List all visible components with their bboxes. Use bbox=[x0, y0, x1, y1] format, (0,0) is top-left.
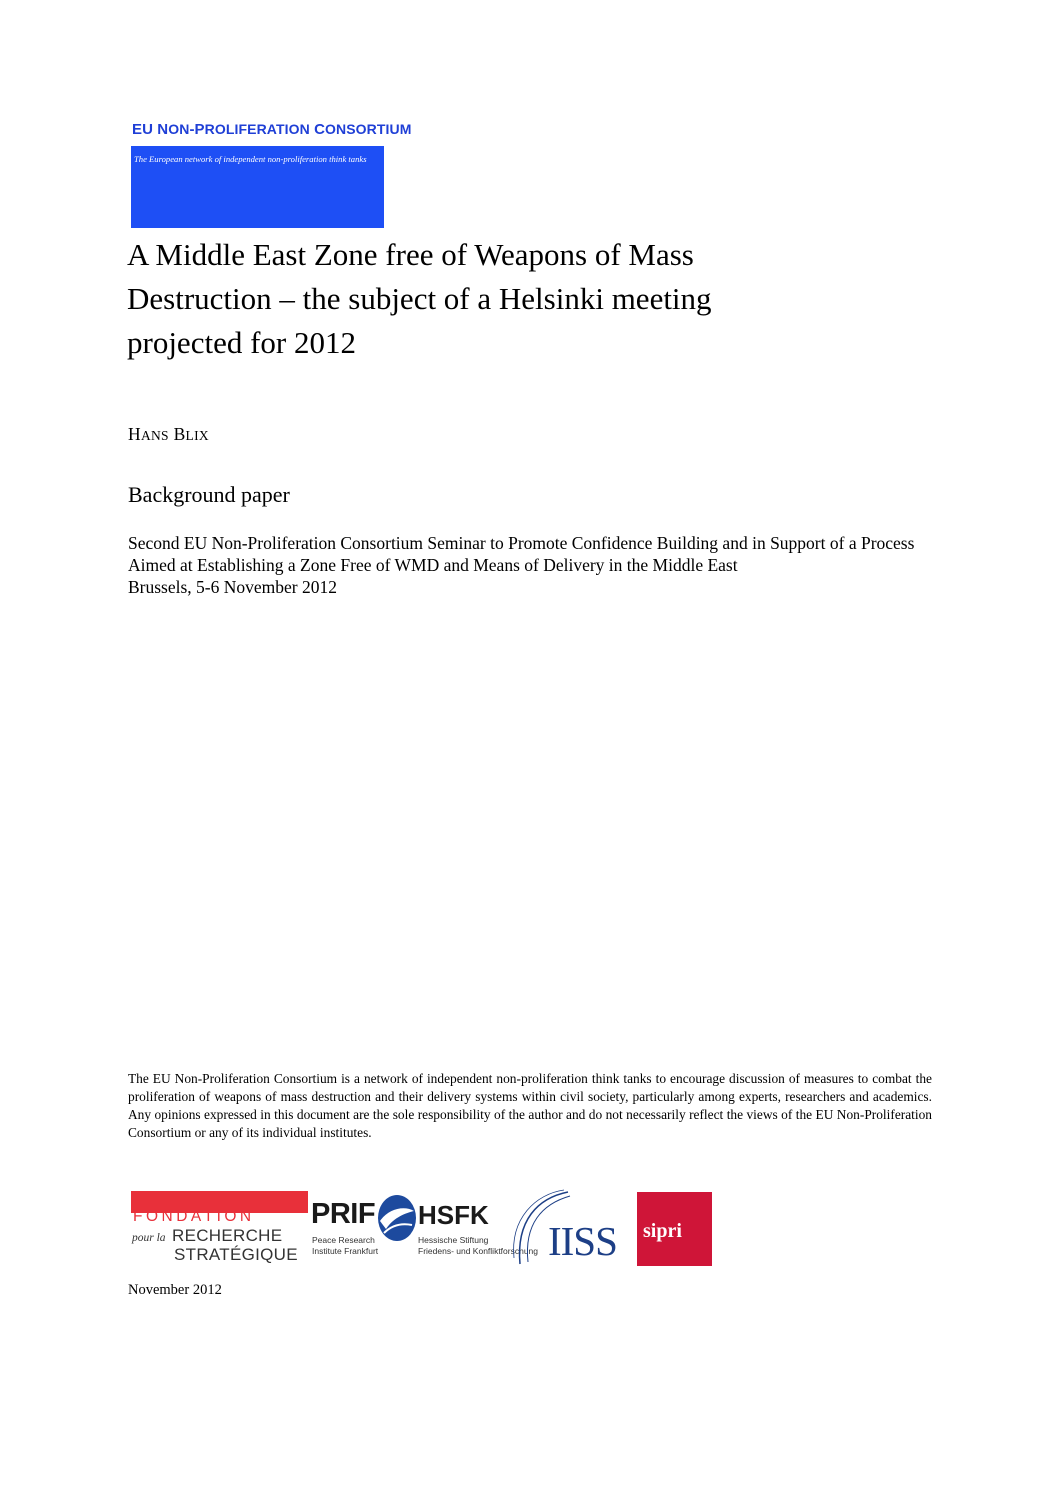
consortium-tagline: The European network of independent non-proliferation think tanks bbox=[134, 154, 367, 164]
seminar-location-date: Brussels, 5-6 November 2012 bbox=[128, 577, 338, 597]
title-line: A Middle East Zone free of Weapons of Mass bbox=[127, 237, 694, 272]
hsfk-logo: HSFK bbox=[418, 1200, 489, 1230]
seminar-title: Second EU Non-Proliferation Consortium Seminar to Promote Confidence Building and in Support of a Process Aimed at Establishing a Zone Free of WMD and Means of Delivery in the Middle East bbox=[128, 533, 915, 575]
author-name: HANS BLIX bbox=[128, 424, 209, 444]
consortium-name: EU NON-PROLIFERATION CONSORTIUM bbox=[132, 121, 412, 138]
prif-logo-subtitle: Peace Research Institute Frankfurt bbox=[312, 1235, 379, 1256]
frs-logo-pour: pour la bbox=[132, 1232, 166, 1244]
iiss-logo: IISS bbox=[548, 1218, 617, 1264]
publication-date: November 2012 bbox=[128, 1282, 222, 1298]
disclaimer: The EU Non-Proliferation Consortium is a network of independent non-proliferation think tanks to encourage discussion of measures to combat the proliferation of weapons of mass destruction and their delivery systems within civil society, particularly among experts, researchers and academics. Any opinions expressed in this document are the sole responsibility of the author and do not necessarily reflect the views of the EU Non-Proliferation Consortium or any of its individual institutes. bbox=[128, 1071, 932, 1140]
paper-title bbox=[127, 233, 847, 365]
seminar-info bbox=[128, 532, 932, 598]
frs-logo-line2: RECHERCHE bbox=[172, 1226, 283, 1245]
prif-logo: PRIF bbox=[311, 1198, 376, 1230]
frs-logo-line3: STRATÉGIQUE bbox=[174, 1245, 298, 1264]
frs-logo-line1: FONDATION bbox=[133, 1208, 255, 1225]
title-line: Destruction – the subject of a Helsinki meeting bbox=[127, 281, 712, 316]
prif-globe-icon bbox=[376, 1191, 418, 1243]
hsfk-logo-subtitle: Hessische Stiftung Friedens- und Konfliktforschung bbox=[418, 1235, 539, 1256]
sipri-logo-text: sipri bbox=[643, 1220, 682, 1242]
document-type: Background paper bbox=[128, 482, 290, 507]
title-line: projected for 2012 bbox=[127, 325, 356, 360]
